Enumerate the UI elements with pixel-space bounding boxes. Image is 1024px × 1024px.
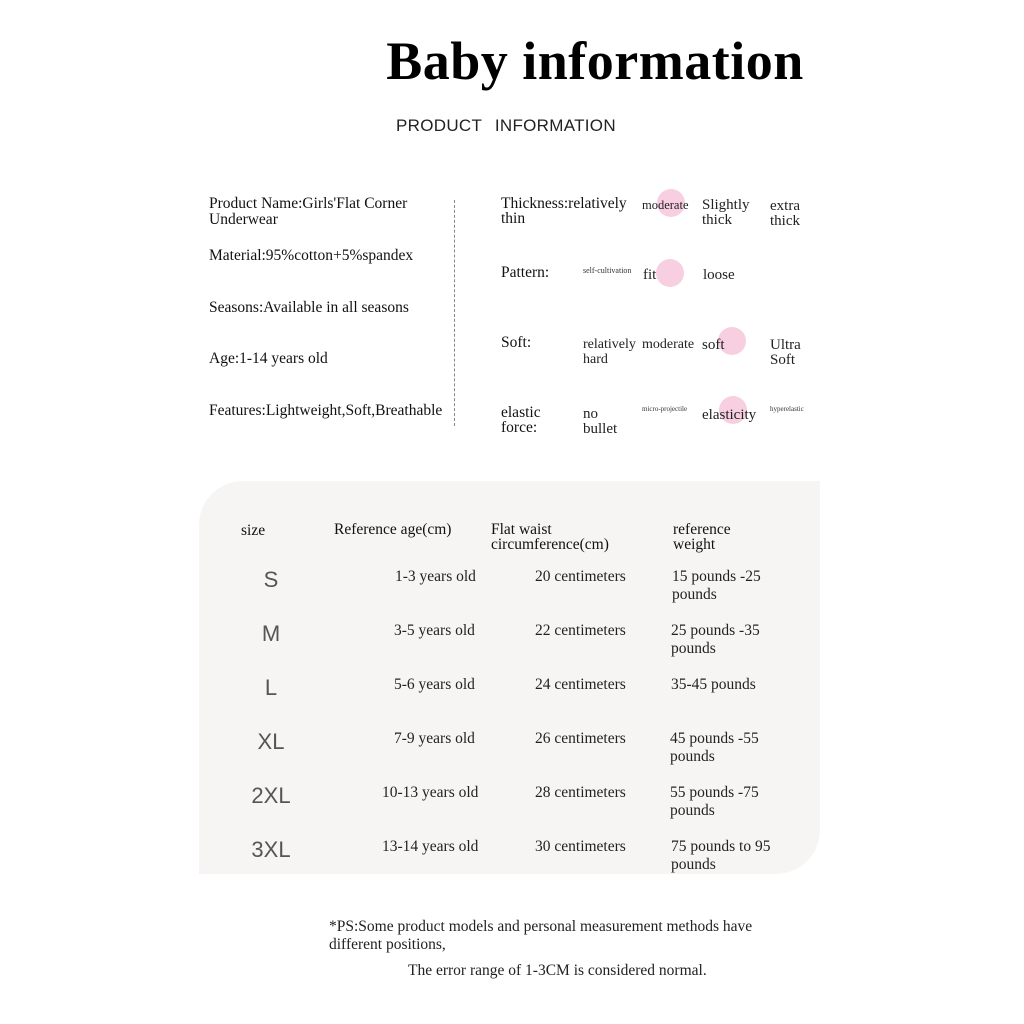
elastic-opt1-line1: no — [583, 406, 598, 422]
page-title: Baby information — [386, 31, 804, 91]
row-weight-line2: pounds — [672, 586, 717, 603]
header-flat-waist-line2: circumference(cm) — [491, 536, 609, 553]
age-text: Age:1-14 years old — [209, 350, 328, 367]
thickness-option-moderate: moderate — [642, 198, 689, 212]
row-size: M — [261, 621, 281, 646]
soft-opt1-line1: relatively — [583, 337, 636, 352]
selected-dot-pattern — [656, 259, 684, 287]
footnote-line1: *PS:Some product models and personal measurement methods have — [329, 918, 753, 935]
header-flat-waist-line1: Flat waist — [491, 521, 552, 538]
product-name-line2: Underwear — [209, 211, 278, 228]
product-name-line1: Product Name:Girls'Flat Corner — [209, 195, 408, 212]
row-size: L — [264, 675, 278, 700]
row-age: 3-5 years old — [394, 622, 475, 639]
row-weight-line1: 45 pounds -55 — [670, 730, 759, 747]
thickness-label-line2: thin — [501, 210, 526, 227]
row-weight-line1: 35-45 pounds — [671, 676, 756, 693]
row-waist: 30 centimeters — [535, 838, 626, 855]
elastic-opt1-line2: bullet — [583, 421, 618, 437]
row-weight-line2: pounds — [671, 640, 716, 657]
pattern-label: Pattern: — [501, 264, 550, 281]
header-flat-waist — [491, 522, 609, 552]
pattern-option-loose: loose — [703, 267, 735, 283]
row-age: 7-9 years old — [394, 730, 475, 747]
error-range-note: The error range of 1-3CM is considered normal. — [408, 962, 707, 979]
pattern-option-self-cultivation: self-cultivation — [583, 266, 632, 275]
features-text: Features:Lightweight,Soft,Breathable — [209, 402, 443, 419]
row-weight-line1: 55 pounds -75 — [670, 784, 759, 801]
soft-opt4-line1: Ultra — [770, 337, 801, 353]
row-age: 10-13 years old — [382, 784, 479, 801]
row-weight — [670, 730, 759, 766]
header-weight-line1: reference — [673, 521, 731, 538]
elastic-label — [501, 405, 541, 435]
header-reference-age: Reference age(cm) — [334, 521, 452, 538]
pattern-option-fit: fit — [643, 267, 657, 283]
column-divider — [454, 200, 455, 426]
thickness-opt3-line1: extra — [770, 198, 800, 214]
thickness-label-line1: Thickness:relatively — [501, 195, 627, 212]
thickness-opt2-line2: thick — [702, 212, 732, 228]
row-weight — [671, 838, 770, 874]
row-size: S — [263, 567, 279, 592]
thickness-option-slightly-thick — [702, 198, 750, 228]
thickness-label — [501, 196, 627, 226]
product-name — [209, 196, 407, 228]
soft-option-moderate: moderate — [642, 337, 695, 352]
row-size: 3XL — [251, 837, 291, 862]
material-text: Material:95%cotton+5%spandex — [209, 247, 414, 264]
header-size: size — [241, 522, 266, 539]
soft-opt1-line2: hard — [583, 352, 608, 367]
row-age: 5-6 years old — [394, 676, 475, 693]
row-size: 2XL — [251, 783, 291, 808]
row-weight-line2: pounds — [670, 748, 715, 765]
soft-option-relatively-hard — [583, 337, 636, 367]
row-waist: 22 centimeters — [535, 622, 626, 639]
soft-option-ultra-soft — [770, 338, 801, 368]
elastic-option-elasticity: elasticity — [702, 407, 757, 423]
seasons-text: Seasons:Available in all seasons — [209, 299, 409, 316]
thickness-opt3-line2: thick — [770, 213, 800, 229]
header-reference-weight — [673, 522, 731, 552]
row-weight-line1: 75 pounds to 95 — [671, 838, 771, 855]
elastic-option-hyperelastic: hyperelastic — [770, 405, 804, 413]
row-waist: 26 centimeters — [535, 730, 626, 747]
row-weight-line2: pounds — [671, 856, 716, 873]
soft-option-soft: soft — [702, 337, 725, 353]
row-weight — [671, 622, 760, 658]
row-weight-line2: pounds — [670, 802, 715, 819]
elastic-label-line1: elastic — [501, 404, 541, 421]
row-weight — [672, 568, 761, 604]
row-waist: 28 centimeters — [535, 784, 626, 801]
soft-label: Soft: — [501, 334, 532, 351]
header-weight-line2: weight — [673, 536, 716, 553]
elastic-label-line2: force: — [501, 419, 538, 436]
row-weight — [670, 784, 759, 820]
thickness-opt2-line1: Slightly — [702, 197, 750, 213]
footnote — [329, 918, 752, 954]
row-weight-line1: 25 pounds -35 — [671, 622, 760, 639]
soft-opt4-line2: Soft — [770, 352, 796, 368]
section-subtitle: PRODUCT INFORMATION — [396, 116, 616, 135]
row-waist: 24 centimeters — [535, 676, 626, 693]
footnote-line2: different positions, — [329, 936, 446, 953]
row-weight — [671, 676, 756, 694]
row-size: XL — [257, 729, 285, 754]
row-waist: 20 centimeters — [535, 568, 626, 585]
row-age: 1-3 years old — [395, 568, 476, 585]
elastic-option-no-bullet — [583, 407, 617, 437]
elastic-option-micro-projectile: micro-projectile — [642, 405, 688, 413]
row-weight-line1: 15 pounds -25 — [672, 568, 761, 585]
thickness-option-extra-thick — [770, 199, 800, 229]
row-age: 13-14 years old — [382, 838, 479, 855]
